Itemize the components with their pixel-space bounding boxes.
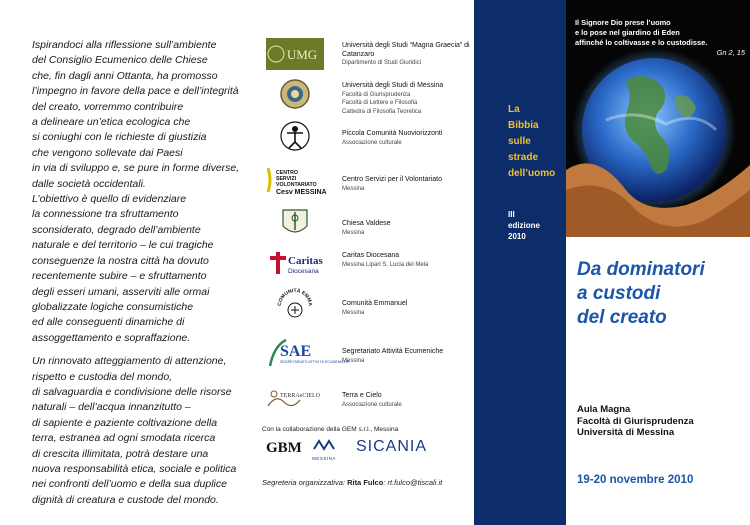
event-title: Da dominatori a custodi del creato (577, 259, 705, 328)
wave-icon (313, 439, 335, 451)
svg-text:Diocesana: Diocesana (288, 268, 319, 275)
sae-logo-icon (266, 336, 350, 368)
gbm-logo: GBM (266, 440, 302, 456)
org-cesv: CENTRO SERVIZI VOLONTARIATO Cesv MESSINA Centro Servizi per il Volontariato Messina (262, 164, 474, 204)
org-terra-cielo: TERRAeCIELO Terra e Cielo Associazione culturale (262, 382, 474, 422)
org-caritas: Caritas Diocesana Caritas Diocesana Messina Lipari S. Lucia del Mela (262, 248, 474, 288)
edition-label: III edizione 2010 (508, 210, 541, 241)
collaboration-note: Con la collaborazione della GEM s.r.l., Messina (262, 426, 399, 433)
org-umg: UMG Università degli Studi “Magna Graecia” di Catanzaro Dipartimento di Studi Giuridici (262, 38, 474, 78)
svg-text:VOLONTARIATO: VOLONTARIATO (276, 182, 317, 188)
messina-sponsor-logo: MESSINA (306, 438, 342, 461)
event-venue: Aula Magna Facoltà di Giurisprudenza Università di Messina (577, 404, 694, 438)
caritas-logo-icon (266, 248, 324, 280)
quote-reference: Gn 2, 15 (716, 48, 745, 57)
blue-band (474, 0, 566, 525)
terra-cielo-logo-icon (266, 382, 324, 414)
org-emmanuel: COMUNITÀ EMMA Comunità Emmanuel Messina (262, 288, 474, 328)
series-subtitle: La Bibbia sulle strade dell’uomo (508, 104, 556, 179)
event-dates: 19-20 novembre 2010 (577, 474, 694, 486)
sicania-logo: SICANIA (356, 438, 428, 455)
sponsor-logos (262, 438, 474, 460)
svg-text:SERVIZI: SERVIZI (276, 176, 297, 182)
svg-text:Cesv MESSINA: Cesv MESSINA (276, 189, 327, 196)
unime-seal-icon (266, 78, 324, 110)
intro-paragraph-2: Un rinnovato atteggiamento di attenzione, rispetto e custodia del mondo, di salvaguardia e condivisione delle risorse naturali – dell’acqua innanzitutto – di sapiente e paziente coltivazione della terra, estranea ad ogni smodata ricerca di crescita illimitata, potrà destare una nuova responsabilità etica, sociale e politica nei confronti dell’uomo e della sua duplice dignità di creatura e custode del mondo. (32, 355, 237, 506)
org-sae: SAE SEGRETARIATO ATTIVITÀ ECUMENICHE Segretariato Attività Ecumeniche Messina (262, 336, 474, 376)
svg-text:UMG: UMG (286, 47, 318, 62)
umg-logo-icon (266, 38, 324, 70)
cesv-logo-icon (266, 164, 327, 196)
svg-text:SAE: SAE (280, 343, 312, 360)
secretariat-info: Segreteria organizzativa: Rita Fulco: rt.fulco@tiscali.it (262, 478, 443, 487)
svg-text:Caritas: Caritas (288, 255, 323, 267)
human-figure-icon (266, 120, 324, 152)
intro-paragraph-1: Ispirandoci alla riflessione sull’ambiente del Consiglio Ecumenico delle Chiese che, fin dagli anni Ottanta, ha promosso l’impegno in favore della pace e dell’integrità del creato, vorremmo contribuire a delineare un’etica ecologica che si coniughi con le richieste di giustizia che vengono sollevate dai Paesi in via di sviluppo e, se pure in forme diverse, dalle società occidentali. L’obiettivo è quello di evidenziare la connessione tra sfruttamento sconsiderato, degrado dell’ambiente naturale e del territorio – le cui tragiche conseguenze la nostra città ha dovuto recentemente subire – e sfruttamento degli esseri umani, asserviti alle ormai globalizzate logiche consumistiche ed alle conseguenti dinamiche di assoggettamento e sopraffazione. (32, 39, 240, 344)
org-nuoviorizzonti: Piccola Comunità Nuoviorizzonti Associazione culturale (262, 120, 474, 160)
svg-text:TERRAeCIELO: TERRAeCIELO (280, 393, 320, 399)
intro-text (32, 38, 257, 516)
svg-text:COMUNITÀ EMMANUEL: COMUNITÀ EMMA (276, 287, 314, 307)
secretariat-name: Rita Fulco (347, 478, 384, 487)
org-chiesa-valdese: Chiesa Valdese Messina (262, 206, 474, 246)
svg-text:CENTRO: CENTRO (276, 170, 298, 176)
secretariat-email: : rt.fulco@tiscali.it (383, 478, 443, 487)
org-unime: Università degli Studi di Messina Facoltà di Giurisprudenza Facoltà di Lettere e Filosofia Cattedra di Filosofia Teoretica (262, 78, 474, 118)
bible-quote: Il Signore Dio prese l’uomo e lo pose nel giardino di Eden affinché lo coltivasse e lo custodisse. Gn 2, 15 (575, 18, 745, 57)
svg-text:SEGRETARIATO ATTIVITÀ ECUMENIC: SEGRETARIATO ATTIVITÀ ECUMENICHE (280, 360, 350, 364)
valdese-emblem-icon (266, 206, 324, 238)
emmanuel-circle-icon (266, 288, 324, 320)
